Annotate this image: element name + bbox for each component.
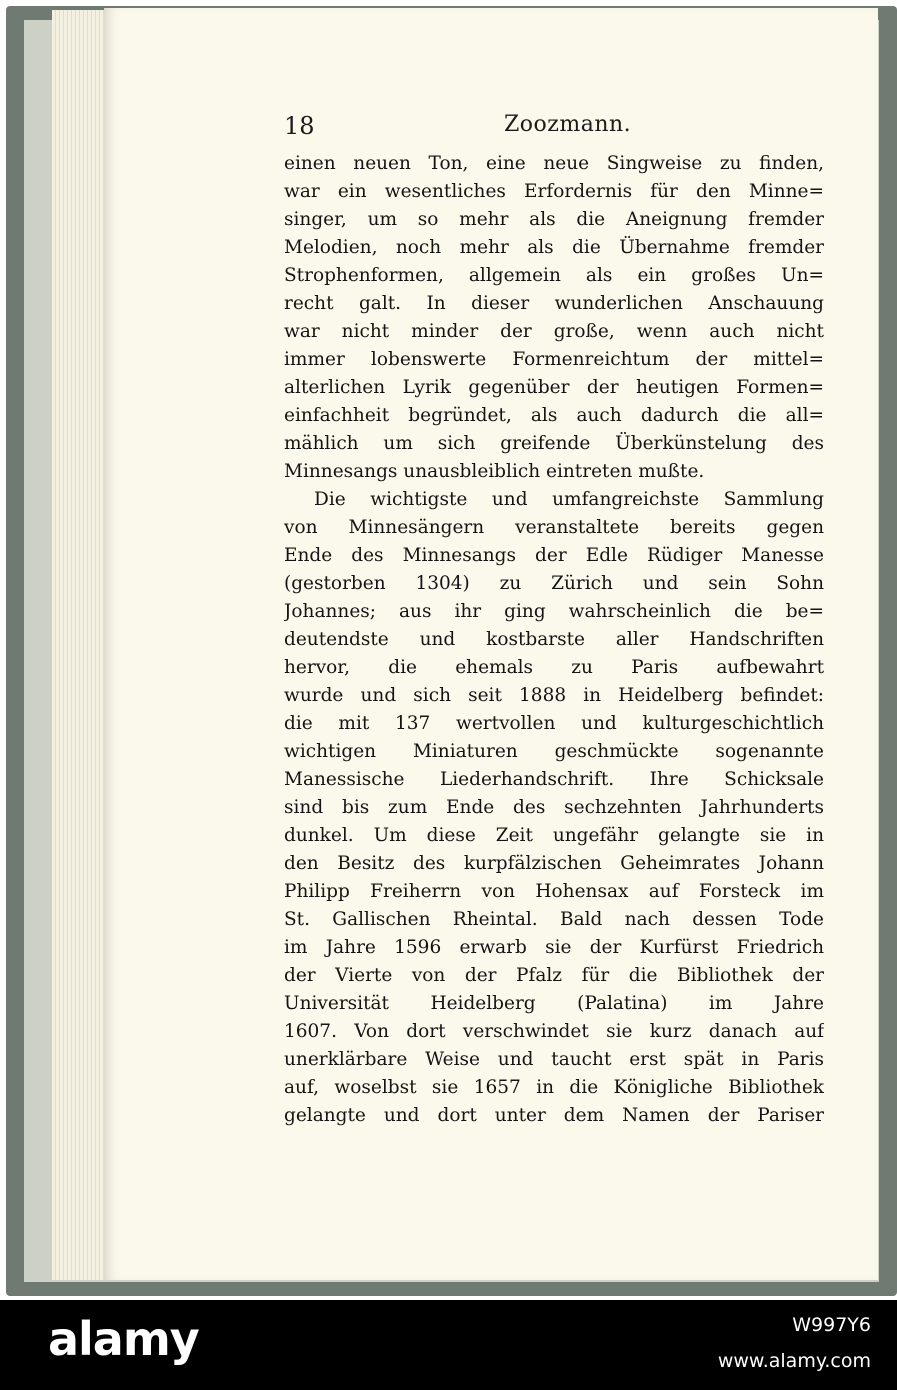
text-line: einen neuen Ton, eine neue Singweise zu finden, [284,153,824,174]
text-line: hervor, die ehemals zu Paris aufbewahrt [284,657,824,678]
text-line: Melodien, noch mehr als die Übernahme fremder [284,237,824,258]
text-line: mählich um sich greifende Überkünstelung des [284,433,824,454]
text-line: unerklärbare Weise und taucht erst spät in Paris [284,1049,824,1070]
text-line: alterlichen Lyrik gegenüber der heutigen Formen= [284,377,824,398]
text-line: gelangte und dort unter dem Namen der Pariser [284,1105,824,1126]
text-line: auf, woselbst sie 1657 in die Königliche Bibliothek [284,1077,824,1098]
text-line: der Vierte von der Pfalz für die Bibliothek der [284,965,824,986]
text-line: war ein wesentliches Erfordernis für den Minne= [284,181,824,202]
site-url: www.alamy.com [717,1350,871,1372]
text-line: dunkel. Um diese Zeit ungefähr gelangte sie in [284,825,824,846]
text-line: deutendste und kostbarste aller Handschriften [284,629,824,650]
running-head [284,112,824,142]
text-line: Johannes; aus ihr ging wahrscheinlich die be= [284,601,824,622]
text-line: im Jahre 1596 erwarb sie der Kurfürst Friedrich [284,937,824,958]
text-line: recht galt. In dieser wunderlichen Anschauung [284,293,824,314]
text-line: Ende des Minnesangs der Edle Rüdiger Manesse [284,545,824,566]
text-line: die mit 137 wertvollen und kulturgeschichtlich [284,713,824,734]
page-number: 18 [284,112,315,140]
text-line: singer, um so mehr als die Aneignung fremder [284,209,824,230]
text-line: Philipp Freiherrn von Hohensax auf Forsteck im [284,881,824,902]
text-line: sind bis zum Ende des sechzehnten Jahrhunderts [284,797,824,818]
image-id: W997Y6 [792,1314,871,1336]
text-line: St. Gallischen Rheintal. Bald nach dessen Tode [284,909,824,930]
text-line: einfachheit begründet, als auch dadurch die all= [284,405,824,426]
text-line: 1607. Von dort verschwindet sie kurz danach auf [284,1021,824,1042]
text-line: den Besitz des kurpfälzischen Geheimrates Johann [284,853,824,874]
text-line: immer lobenswerte Formenreichtum der mittel= [284,349,824,370]
running-title: Zoozmann. [504,112,632,137]
text-line: Universität Heidelberg (Palatina) im Jahre [284,993,824,1014]
text-line: wurde und sich seit 1888 in Heidelberg befindet: [284,685,824,706]
text-line: wichtigen Miniaturen geschmückte sogenannte [284,741,824,762]
text-line: Manessische Liederhandschrift. Ihre Schicksale [284,769,824,790]
text-line: war nicht minder der große, wenn auch nicht [284,321,824,342]
text-line: (gestorben 1304) zu Zürich und sein Sohn [284,573,824,594]
text-line: von Minnesängern veranstaltete bereits gegen [284,517,824,538]
alamy-logo: alamy [48,1312,199,1366]
text-line: Die wichtigste und umfangreichste Sammlung [314,489,824,510]
body-text [284,150,824,1130]
text-line: Minnesangs unausbleiblich eintreten mußte. [284,461,705,482]
text-line: Strophenformen, allgemein als ein großes Un= [284,265,824,286]
